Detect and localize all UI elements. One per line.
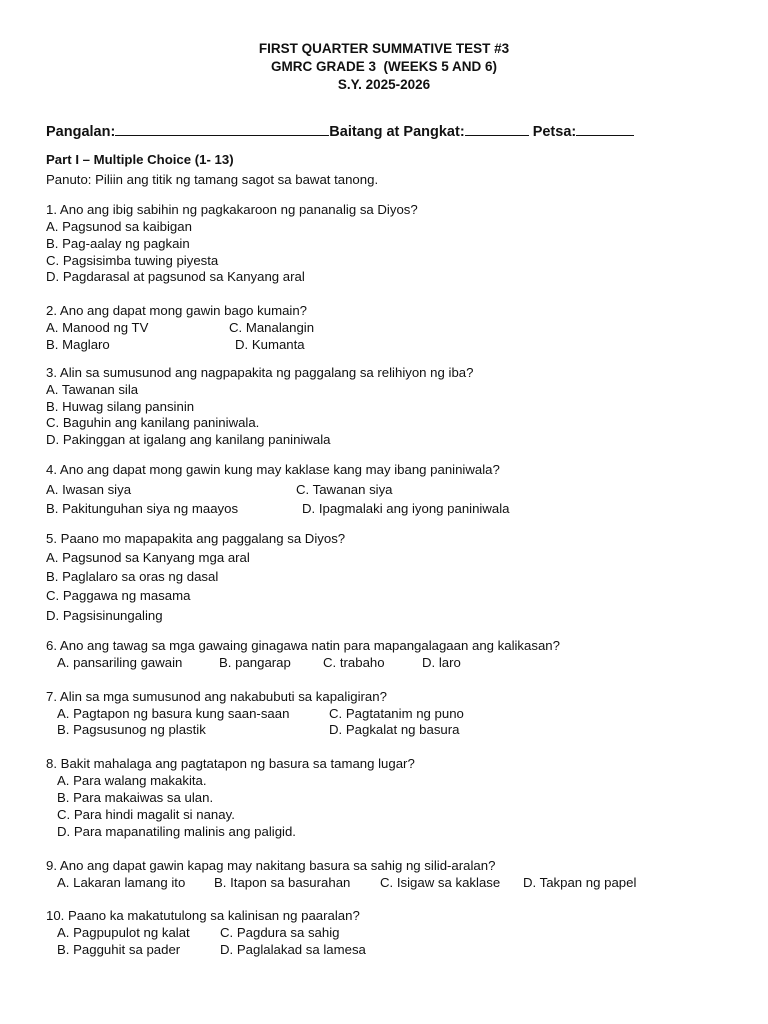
q3-choice-c: C. Baguhin ang kanilang paniniwala. [46, 415, 260, 430]
q5-choice-c: C. Paggawa ng masama [46, 588, 191, 603]
date-blank[interactable] [576, 121, 634, 136]
header-school-year: S.Y. 2025-2026 [337, 77, 431, 92]
q6-choice-d: D. laro [422, 655, 461, 670]
q10-choice-b: B. Pagguhit sa pader [57, 942, 181, 957]
q2-choice-a: A. Manood ng TV [46, 320, 149, 335]
q6-choice-c: C. trabaho [323, 655, 385, 670]
header-subject: GMRC GRADE 3 (WEEKS 5 AND 6) [270, 59, 498, 74]
q6-choice-b: B. pangarap [219, 655, 291, 670]
q5-choice-d: D. Pagsisinungaling [46, 608, 163, 623]
q7-choice-b: B. Pagsusunog ng plastik [57, 722, 206, 737]
q8-choice-a: A. Para walang makakita. [57, 773, 207, 788]
q1-choice-d: D. Pagdarasal at pagsunod sa Kanyang aral [46, 269, 305, 284]
part1-title: Part I – Multiple Choice (1- 13) [46, 152, 234, 167]
question-8: 8. Bakit mahalaga ang pagtatapon ng basura sa tamang lugar? [46, 756, 415, 771]
q7-choice-c: C. Pagtatanim ng puno [329, 706, 464, 721]
part1-instructions: Panuto: Piliin ang titik ng tamang sagot sa bawat tanong. [46, 172, 379, 187]
q4-choice-d: D. Ipagmalaki ang iyong paniniwala [302, 501, 510, 516]
q3-choice-d: D. Pakinggan at igalang ang kanilang paniniwala [46, 432, 331, 447]
q2-choice-c: C. Manalangin [229, 320, 315, 335]
q1-choice-a: A. Pagsunod sa kaibigan [46, 219, 192, 234]
question-10: 10. Paano ka makatutulong sa kalinisan ng paaralan? [46, 908, 360, 923]
q3-choice-a: A. Tawanan sila [46, 382, 139, 397]
q8-choice-b: B. Para makaiwas sa ulan. [57, 790, 214, 805]
q3-choice-b: B. Huwag silang pansinin [46, 399, 195, 414]
q10-choice-d: D. Paglalakad sa lamesa [220, 942, 366, 957]
q1-choice-b: B. Pag-aalay ng pagkain [46, 236, 190, 251]
grade-section-blank[interactable] [465, 121, 529, 136]
q9-choice-d: D. Takpan ng papel [523, 875, 637, 890]
date-label: Petsa: [532, 124, 577, 140]
q9-choice-c: C. Isigaw sa kaklase [380, 875, 501, 890]
question-9: 9. Ano ang dapat gawin kapag may nakitang basura sa sahig ng silid-aralan? [46, 858, 496, 873]
q9-choice-a: A. Lakaran lamang ito [57, 875, 186, 890]
question-5: 5. Paano mo mapapakita ang paggalang sa Diyos? [46, 531, 346, 546]
q4-choice-a: A. Iwasan siya [46, 482, 132, 497]
student-info-line [46, 121, 634, 140]
q5-choice-b: B. Paglalaro sa oras ng dasal [46, 569, 219, 584]
q10-choice-a: A. Pagpupulot ng kalat [57, 925, 190, 940]
name-label: Pangalan: [46, 124, 116, 140]
q2-choice-d: D. Kumanta [235, 337, 305, 352]
question-7: 7. Alin sa mga sumusunod ang nakabubuti sa kapaligiran? [46, 689, 387, 704]
q4-choice-c: C. Tawanan siya [296, 482, 393, 497]
question-4: 4. Ano ang dapat mong gawin kung may kaklase kang may ibang paniniwala? [46, 462, 500, 477]
q8-choice-c: C. Para hindi magalit si nanay. [57, 807, 235, 822]
question-1: 1. Ano ang ibig sabihin ng pagkakaroon ng pananalig sa Diyos? [46, 202, 418, 217]
question-6: 6. Ano ang tawag sa mga gawaing ginagawa natin para mapangalagaan ang kalikasan? [46, 638, 560, 653]
q4-choice-b: B. Pakitunguhan siya ng maayos [46, 501, 239, 516]
q2-choice-b: B. Maglaro [46, 337, 110, 352]
header-title: FIRST QUARTER SUMMATIVE TEST #3 [258, 41, 510, 56]
q7-choice-a: A. Pagtapon ng basura kung saan-saan [57, 706, 290, 721]
q6-choice-a: A. pansariling gawain [57, 655, 183, 670]
question-3: 3. Alin sa sumusunod ang nagpapakita ng paggalang sa relihiyon ng iba? [46, 365, 474, 380]
grade-section-label: Baitang at Pangkat: [329, 124, 465, 140]
question-2: 2. Ano ang dapat mong gawin bago kumain? [46, 303, 308, 318]
q8-choice-d: D. Para mapanatiling malinis ang paligid. [57, 824, 296, 839]
name-blank[interactable] [115, 121, 329, 136]
q10-choice-c: C. Pagdura sa sahig [220, 925, 340, 940]
q9-choice-b: B. Itapon sa basurahan [214, 875, 351, 890]
q5-choice-a: A. Pagsunod sa Kanyang mga aral [46, 550, 250, 565]
q1-choice-c: C. Pagsisimba tuwing piyesta [46, 253, 219, 268]
q7-choice-d: D. Pagkalat ng basura [329, 722, 460, 737]
test-header [0, 40, 768, 94]
